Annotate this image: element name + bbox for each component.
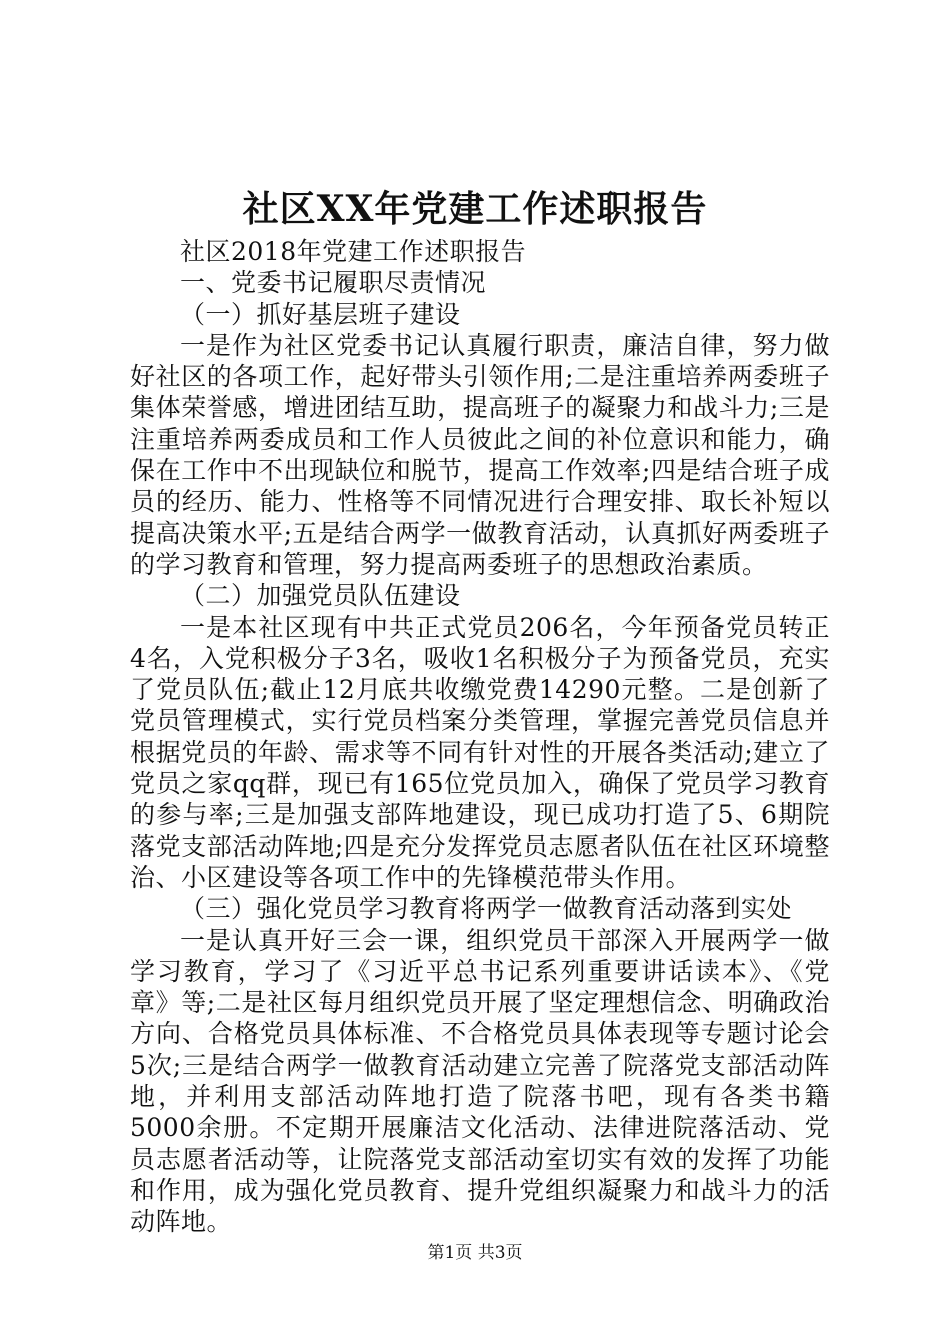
paragraph-section-one-heading: 一、党委书记履职尽责情况 [180, 268, 487, 298]
paragraph-subsection-three-body: 一是认真开好三会一课，组织党员干部深入开展两学一做学习教育，学习了《习近平总书记系列重要讲话读本》、《党章》等;二是社区每月组织党员开展了坚定理想信念、明确政治方向、合格党员具体标准、不合格党员具体表现等专题讨论会5次;三是结合两学一做教育活动建立完善了院落党支部活动阵地，并利用支部活动阵地打造了院落书吧，现有各类书籍5000余册。不定期开展廉洁文化活动、法律进院落活动、党员志愿者活动等，让院落党支部活动室切实有效的发挥了功能和作用，成为强化党员教育、提升党组织凝聚力和战斗力的活动阵地。 [130, 925, 830, 1237]
paragraph-subsection-three-heading: （三）强化党员学习教育将两学一做教育活动落到实处 [180, 894, 793, 924]
document-body [130, 236, 830, 1238]
paragraph-subsection-two-body: 一是本社区现有中共正式党员206名，今年预备党员转正4名，入党积极分子3名，吸收1名积极分子为预备党员，充实了党员队伍;截止12月底共收缴党费14290元整。二是创新了党员管理模式，实行党员档案分类管理，掌握完善党员信息并根据党员的年龄、需求等不同有针对性的开展各类活动;建立了党员之家qq群，现已有165位党员加入，确保了党员学习教育的参与率;三是加强支部阵地建设，现已成功打造了5、6期院落党支部活动阵地;四是充分发挥党员志愿者队伍在社区环境整治、小区建设等各项工作中的先锋模范带头作用。 [130, 612, 830, 892]
paragraph-subsection-one-body: 一是作为社区党委书记认真履行职责，廉洁自律，努力做好社区的各项工作，起好带头引领作用;二是注重培养两委班子集体荣誉感，增进团结互助，提高班子的凝聚力和战斗力;三是注重培养两委成员和工作人员彼此之间的补位意识和能力，确保在工作中不出现缺位和脱节，提高工作效率;四是结合班子成员的经历、能力、性格等不同情况进行合理安排、取长补短以提高决策水平;五是结合两学一做教育活动，认真抓好两委班子的学习教育和管理，努力提高两委班子的思想政治素质。 [130, 330, 830, 579]
paragraph-report-heading: 社区2018年党建工作述职报告 [180, 237, 527, 266]
paragraph-subsection-two-heading: （二）加强党员队伍建设 [180, 581, 461, 611]
document-title: 社区XX年党建工作述职报告 [242, 188, 708, 230]
paragraph-subsection-one-heading: （一）抓好基层班子建设 [180, 299, 461, 329]
page-footer: 第1页 共3页 [427, 1243, 523, 1263]
